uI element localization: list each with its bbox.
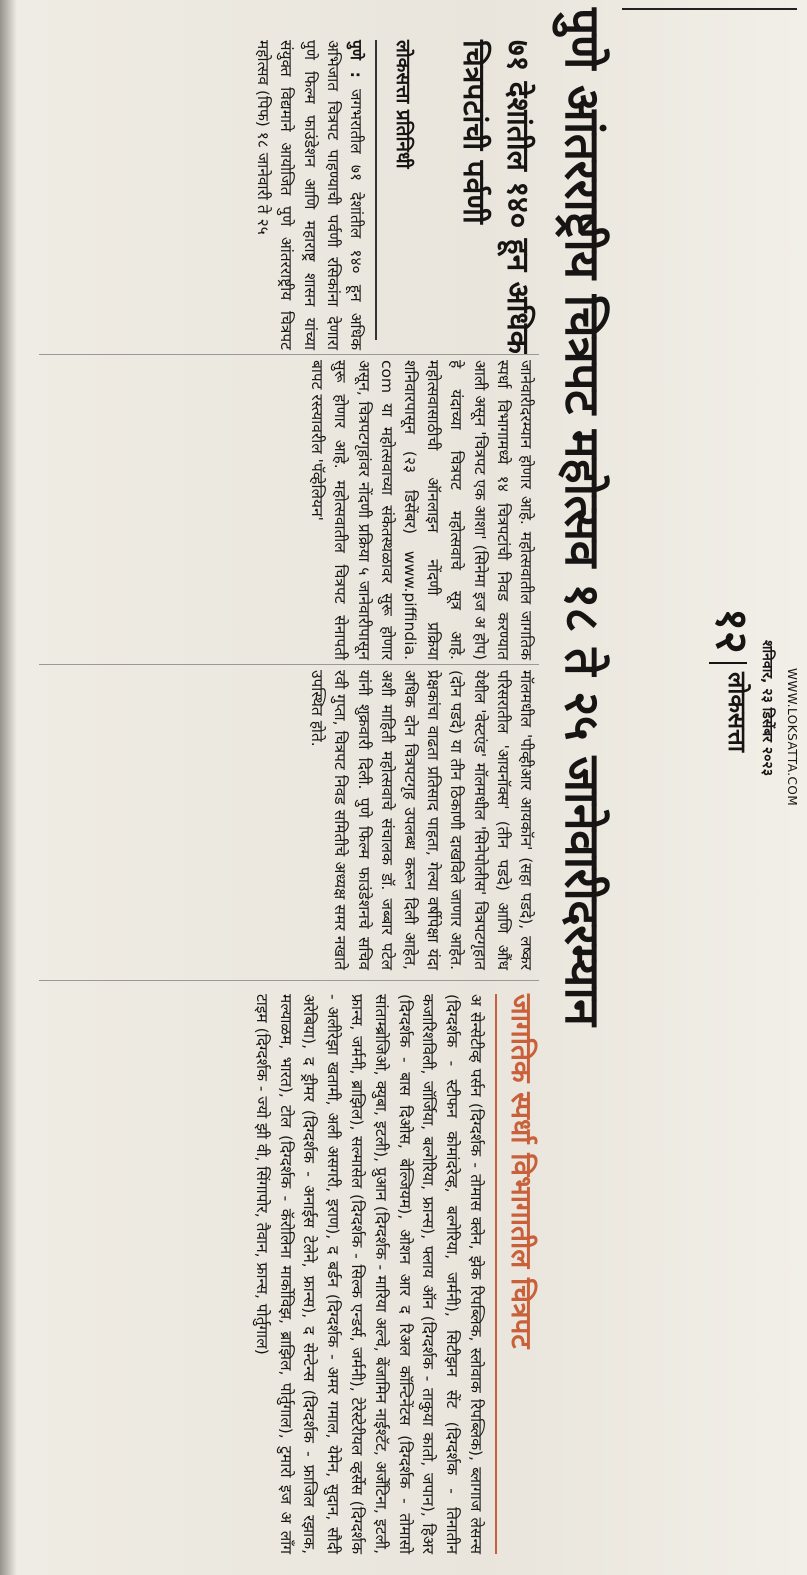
page-number: १२ <box>706 608 757 654</box>
masthead <box>631 600 801 807</box>
divider <box>39 664 539 665</box>
sidebar-box <box>61 990 541 1560</box>
paper-logo: लोकसत्ता <box>723 672 751 752</box>
divider <box>39 980 539 981</box>
article-column-2 <box>37 360 537 660</box>
dateline: पुणे : <box>347 40 365 78</box>
headline: पुणे आंतरराष्ट्रीय चित्रपट महोत्सव १८ ते २५ जानेवारीदरम्यान <box>554 8 610 1026</box>
sidebar-text: अ सेन्सेटीव्ह पर्सन (दिग्दर्शक - तोमास क्लेन, झेक रिपब्लिक, स्लोवाक रिपब्लिक), ब्लागाज लेसन्स (दिग्दर्शक - स्टीफन कोमांदरेव्ह, बल्गेरिया, जर्मनी), सिटीझन सेंट (दिग्दर्शक - तिनातीन कजारिशविली, जॉर्जिया, बल्गेरिया, फ्रान्स), फ्लाय ऑन (दिग्दर्शक - ताकुया कातो, जपान), हिअर (दिग्दर्शक - बास दिओस, बेल्जियम), ओशन आर द रिअल कॉन्टिनेंटस (दिग्दर्शक - तोमासो सांताम्ब्रोजिओ, क्युबा, इटली), प्रुआन (दिग्दर्शक - मारिया अल्चे, बेंजामिन नाईश्टॅट, अर्जेंटिना, इटली, फ्रान्स, जर्मनी, ब्राझिल), सल्मासेल (दिग्दर्शक - सिल्क एन्डर्स, जर्मनी), टेरेस्टेरीयल व्हर्सेस (दिग्दर्शक - अलीरेझा खतामी, अली असगरी, इराण), द बर्डन (दिग्दर्शक - अमर गमाल, येमेन, सुदान, सौदी अरेबिया), द ड्रीमर (दिग्दर्शक - अनाईस टेलेने, फ्रान्स), द सेन्टेन्स (दिग्दर्शक - फ्राजिल रझाक, मल्याळम, भारत), टोल (दिग्दर्शक - कॅरोलिना मार्कोविझ, ब्राझिल, पोर्तुगाल), टुमारो इज अ लॉंग टाइम (दिग्दर्शक - ज्यो झी वी, सिंगापोर, तैवान, फ्रान्स, पोर्तुगाल) <box>252 994 485 1554</box>
article-text: जानेवारीदरम्यान होणार आहे. महोत्सवातील जागतिक स्पर्धा विभागामध्ये १४ चित्रपटांची निवड करण्यात आली असून 'चित्रपट एक आशा' (सिनेमा इज अ होप) हे यंदाच्या चित्रपट महोत्सवाचे सूत्र आहे. महोत्सवासाठीची ऑनलाइन नोंदणी प्रक्रिया शनिवारपासून (२३ डिसेंबर) www.piffindia. com या महोत्सवाच्या संकेतस्थळावर सुरू होणार असून, चित्रपटगृहांवर नोंदणी प्रक्रिया ५ जानेवारीपासून सुरू होणार आहे. महोत्सवातील चित्रपट सेनापती बापट रस्त्यावरील 'पॅव्हेलियन' <box>308 360 535 660</box>
divider <box>495 994 497 1554</box>
article-text: मॉलमधील 'पीव्हीआर आयकॉन' (सहा पडदे), लष्कर परिसरातील 'आयनॉक्स' (तीन पडदे) आणि औंध येथील 'वेस्टएंड' मॉलमधील 'सिनेपोलीस' चित्रपटगृहात (दोन पडदे) या तीन ठिकाणी दाखविले जाणार आहेत. प्रेक्षकांचा वाढता प्रतिसाद पाहता, गेल्या वर्षीपेक्षा यंदा अधिक दोन चित्रपटगृह उपलब्ध करून दिली आहेत, अशी माहिती महोत्सवाचे संचालक डॉ. जब्बार पटेल यांनी शुक्रवारी दिली. पुणे फिल्म फाउंडेशनचे सचिव रवी गुप्ता, चित्रपट निवड समितीचे अध्यक्ष समर नखाते उपस्थित होते. <box>308 670 535 970</box>
scan-shadow <box>0 0 17 1575</box>
divider <box>709 662 747 664</box>
divider <box>39 354 539 355</box>
masthead-url: WWW.LOKSATTA.COM <box>785 668 799 807</box>
deck-subheading: ७१ देशांतील १४० हून अधिक चित्रपटांची पर्वणी <box>456 40 535 354</box>
divider <box>622 8 797 10</box>
sidebar-title: जागतिक स्पर्धा विभागातील चित्रपट <box>505 994 538 1349</box>
masthead-date: शनिवार, २३ डिसेंबर २०२३ <box>759 640 775 776</box>
article-column-3 <box>37 670 537 970</box>
article-column-1 <box>47 40 367 350</box>
divider <box>375 40 377 340</box>
byline: लोकसत्ता प्रतिनिधी <box>392 40 414 169</box>
article-text: जगभरातील ७१ देशांतील १४० हून अधिक अभिजात चित्रपट पाहण्याची पर्वणी रसिकांना देणारा पुणे फिल्म फाउंडेशन आणि महाराष्ट्र शासन यांच्या संयुक्त विद्यमाने आयोजित पुणे आंतरराष्ट्रीय चित्रपट महोत्सव (पिफ) १८ जानेवारी ते २५ <box>254 40 365 350</box>
